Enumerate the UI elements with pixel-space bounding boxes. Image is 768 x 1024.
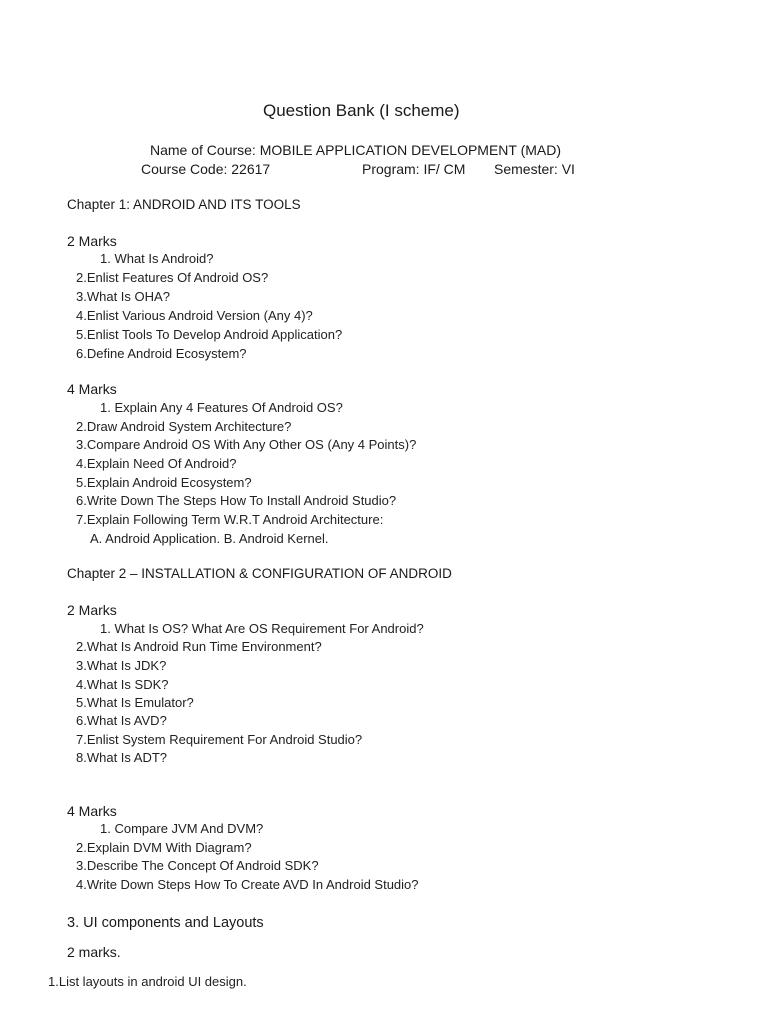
- question-item: 3.What Is JDK?: [76, 658, 167, 673]
- question-item: 3.What Is OHA?: [76, 289, 170, 304]
- question-item: 1. What Is Android?: [100, 251, 214, 266]
- course-name: Name of Course: MOBILE APPLICATION DEVELOPMENT (MAD): [150, 142, 562, 158]
- question-item: 2.Draw Android System Architecture?: [76, 419, 292, 434]
- question-item: 6.Define Android Ecosystem?: [76, 346, 247, 361]
- question-item: 4.Write Down Steps How To Create AVD In Android Studio?: [76, 877, 419, 892]
- question-item: 4.Explain Need Of Android?: [76, 456, 237, 471]
- question-subline: A. Android Application. B. Android Kernel.: [90, 531, 329, 546]
- chapter1-4marks-label: 4 Marks: [67, 381, 117, 397]
- question-item: 5.Enlist Tools To Develop Android Application?: [76, 327, 343, 342]
- semester: Semester: VI: [494, 161, 575, 177]
- question-item: 3.Describe The Concept Of Android SDK?: [76, 858, 319, 873]
- chapter3-heading: 3. UI components and Layouts: [67, 915, 264, 931]
- question-item: 3.Compare Android OS With Any Other OS (Any 4 Points)?: [76, 437, 417, 452]
- question-item: 1. Explain Any 4 Features Of Android OS?: [100, 400, 343, 415]
- question-item: 6.What Is AVD?: [76, 713, 167, 728]
- question-item: 7.Enlist System Requirement For Android Studio?: [76, 732, 363, 747]
- chapter3-2marks-label: 2 marks.: [67, 944, 121, 960]
- program: Program: IF/ CM: [362, 161, 466, 177]
- question-item: 4.Enlist Various Android Version (Any 4)?: [76, 308, 313, 323]
- chapter2-2marks-label: 2 Marks: [67, 602, 117, 618]
- question-item: 6.Write Down The Steps How To Install Android Studio?: [76, 493, 397, 508]
- question-text: List layouts in android UI design.: [58, 974, 247, 989]
- course-code: Course Code: 22617: [141, 161, 271, 177]
- question-item: 4.What Is SDK?: [76, 677, 169, 692]
- chapter2-heading: Chapter 2 – INSTALLATION & CONFIGURATION OF ANDROID: [67, 566, 452, 581]
- page-title: Question Bank (I scheme): [263, 101, 460, 120]
- question-item: 2.What Is Android Run Time Environment?: [76, 639, 322, 654]
- question-item: 1. Compare JVM And DVM?: [100, 821, 264, 836]
- question-item: [48, 975, 247, 988]
- question-item: 8.What Is ADT?: [76, 750, 168, 765]
- question-item: 7.Explain Following Term W.R.T Android Architecture:: [76, 512, 384, 527]
- question-item: 2.Explain DVM With Diagram?: [76, 840, 252, 855]
- question-item: 5.Explain Android Ecosystem?: [76, 475, 252, 490]
- chapter2-4marks-label: 4 Marks: [67, 803, 117, 819]
- question-number: 1.: [48, 974, 59, 989]
- question-item: 5.What Is Emulator?: [76, 695, 194, 710]
- question-item: 1. What Is OS? What Are OS Requirement For Android?: [100, 621, 424, 636]
- question-item: 2.Enlist Features Of Android OS?: [76, 270, 269, 285]
- chapter1-2marks-label: 2 Marks: [67, 233, 117, 249]
- chapter1-heading: Chapter 1: ANDROID AND ITS TOOLS: [67, 197, 301, 212]
